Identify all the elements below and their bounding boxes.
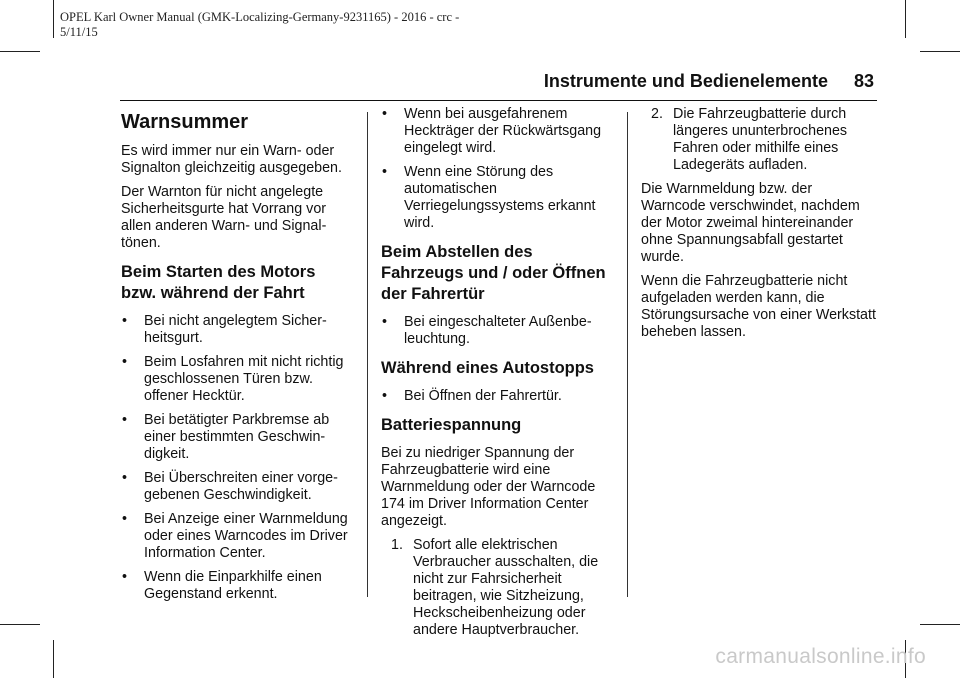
- numbered-list: [381, 537, 609, 639]
- header-rule: [120, 100, 877, 101]
- paragraph: Der Warnton für nicht angelegte Sicherheitsgurte hat Vorrang vor allen anderen Warn- und Signaltönen.: [121, 184, 327, 251]
- crop-mark: [905, 0, 906, 38]
- bullet-marker: •: [382, 314, 388, 330]
- list-item-text: Bei Öffnen der Fahrertür.: [404, 388, 562, 404]
- list-item: [381, 314, 609, 348]
- bullet-marker: •: [122, 569, 128, 585]
- paragraph: Bei zu niedriger Spannung der Fahrzeugbatterie wird eine Warnmeldung oder der Warncode 174 im Driver Information Center angezeigt.: [381, 445, 596, 529]
- list-item: [381, 388, 609, 405]
- bullet-marker: •: [122, 470, 128, 486]
- paragraph: Es wird immer nur ein Warn- oder Signalton gleichzeitig ausgegeben.: [121, 143, 342, 176]
- crop-mark: [920, 624, 960, 625]
- list-item-text: Bei betätigter Parkbremse ab einer bestimmten Geschwindigkeit.: [144, 412, 330, 462]
- column-2: [381, 106, 609, 646]
- list-item-text: Bei Anzeige einer Warnmeldung oder eines Warncodes im Driver Information Center.: [144, 511, 348, 561]
- bullet-list: [121, 313, 354, 603]
- bullet-list: [381, 388, 609, 405]
- list-item-text: Sofort alle elektrischen Verbraucher ausschalten, die nicht zur Fahrsicherheit beitragen, wie Sitzheizung, Heckscheibenheizung oder andere Hauptverbraucher.: [413, 537, 599, 638]
- running-header: [544, 71, 874, 92]
- list-item-text: Wenn eine Störung des automatischen Verriegelungssystems erkannt wird.: [404, 164, 596, 231]
- crop-mark: [920, 51, 960, 52]
- step-number: 1.: [391, 537, 403, 553]
- list-item: [641, 106, 877, 174]
- list-item: [121, 511, 354, 562]
- crop-mark: [0, 624, 40, 625]
- bullet-list: [381, 106, 609, 232]
- bullet-marker: •: [122, 313, 128, 329]
- column-3: [641, 106, 877, 348]
- section-title: Instrumente und Bedienelemente: [543, 71, 828, 91]
- step-number: 2.: [651, 106, 663, 122]
- crop-mark: [53, 640, 54, 678]
- column-divider: [627, 112, 628, 597]
- section-heading: Beim Abstellen des Fahrzeugs und / oder Öffnen der Fahrertür: [381, 243, 606, 303]
- section-heading: Batteriespannung: [381, 416, 522, 434]
- bullet-marker: •: [382, 106, 388, 122]
- watermark-url: carmanualsonline.info: [715, 645, 926, 668]
- list-item-text: Beim Losfahren mit nicht richtig geschlossenen Türen bzw. offener Hecktür.: [144, 354, 344, 404]
- print-metadata: [60, 10, 459, 40]
- bullet-marker: •: [122, 412, 128, 428]
- crop-mark: [0, 51, 40, 52]
- section-heading: Während eines Autostopps: [381, 359, 594, 377]
- list-item: [121, 470, 354, 504]
- bullet-list: [381, 314, 609, 348]
- list-item-text: Bei nicht angelegtem Sicherheitsgurt.: [144, 313, 327, 346]
- meta-line-2: 5/11/15: [60, 25, 98, 39]
- bullet-marker: •: [122, 354, 128, 370]
- list-item: [381, 164, 609, 232]
- list-item-text: Bei Überschreiten einer vorgegebenen Geschwindigkeit.: [144, 470, 338, 503]
- list-item: [121, 313, 354, 347]
- column-divider: [367, 112, 368, 597]
- list-item: [121, 412, 354, 463]
- numbered-list: [641, 106, 877, 174]
- list-item: [121, 569, 354, 603]
- column-1: [121, 106, 354, 610]
- page-number: 83: [853, 71, 874, 91]
- list-item: [121, 354, 354, 405]
- list-item-text: Bei eingeschalteter Außenbeleuchtung.: [404, 314, 592, 347]
- list-item-text: Wenn bei ausgefahrenem Heckträger der Rückwärtsgang eingelegt wird.: [404, 106, 602, 156]
- bullet-marker: •: [382, 388, 388, 404]
- paragraph: Die Warnmeldung bzw. der Warncode verschwindet, nachdem der Motor zweimal hintereinander ohne Spannungsabfall gestartet wurde.: [641, 181, 860, 265]
- meta-line-1: OPEL Karl Owner Manual (GMK-Localizing-Germany-9231165) - 2016 - crc -: [60, 10, 460, 24]
- list-item-text: Die Fahrzeugbatterie durch längeres ununterbrochenes Fahren oder mithilfe eines Ladegeräts aufladen.: [673, 106, 848, 173]
- crop-mark: [53, 0, 54, 38]
- list-item: [381, 537, 609, 639]
- list-item-text: Wenn die Einparkhilfe einen Gegenstand erkennt.: [144, 569, 322, 602]
- page-title: Warnsummer: [121, 111, 249, 133]
- paragraph: Wenn die Fahrzeugbatterie nicht aufgeladen werden kann, die Störungsursache von einer Werkstatt beheben lassen.: [641, 273, 876, 340]
- section-heading: Beim Starten des Motors bzw. während der Fahrt: [121, 263, 316, 302]
- bullet-marker: •: [382, 164, 388, 180]
- bullet-marker: •: [122, 511, 128, 527]
- list-item: [381, 106, 609, 157]
